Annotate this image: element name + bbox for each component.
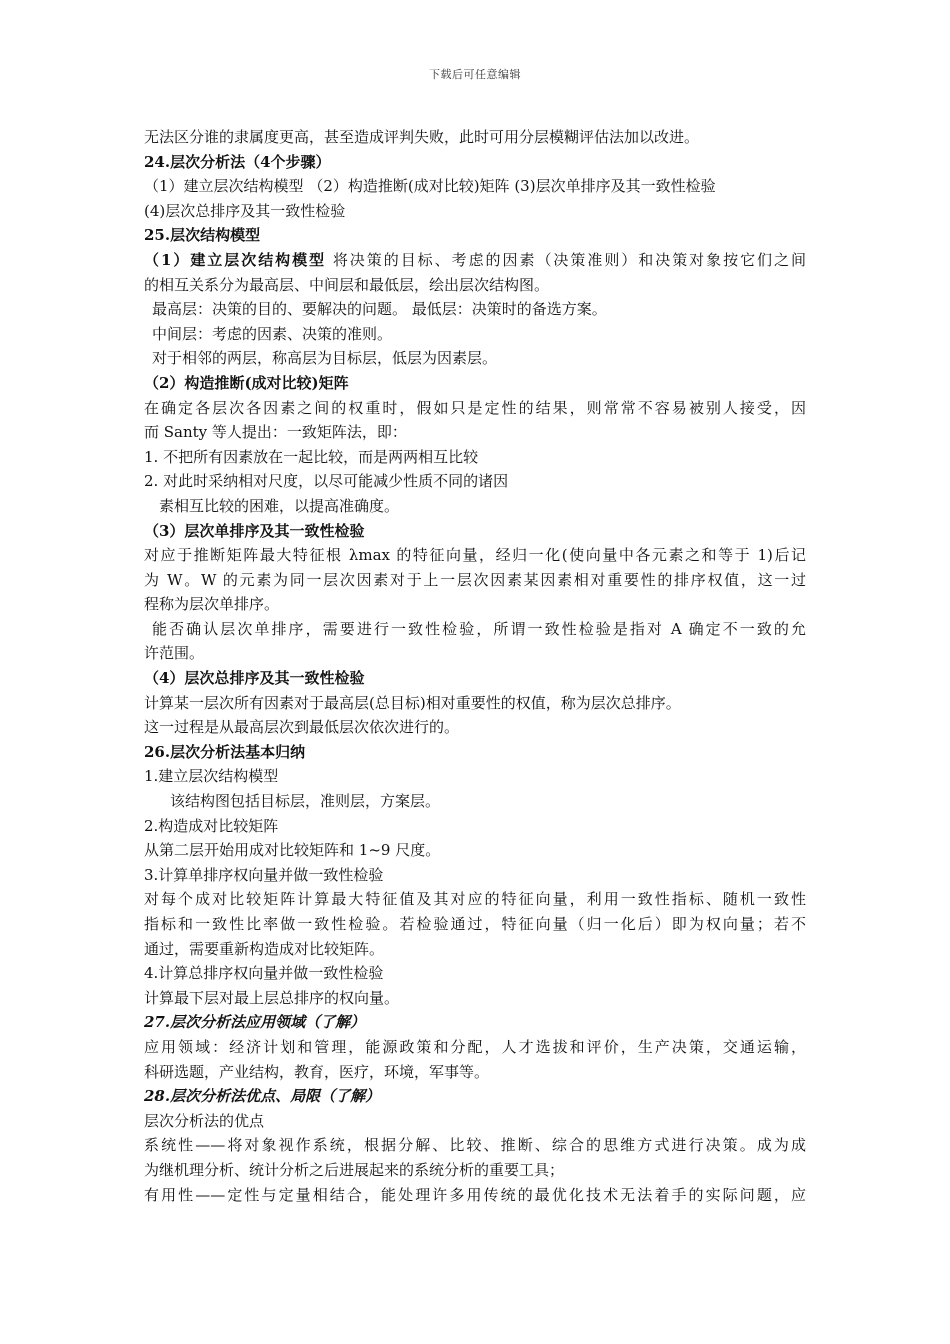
body-text: 这一过程是从最高层次到最低层次依次进行的。 (144, 718, 460, 737)
body-text: 层次分析法的优点 (144, 1111, 265, 1130)
subsection-heading: （4）层次总排序及其一致性检验 (144, 669, 365, 688)
subsection-heading: （3）层次单排序及其一致性检验 (144, 521, 365, 540)
list-item: 4.计算总排序权向量并做一致性检验 (144, 964, 384, 983)
body-text: 通过，需要重新构造成对比较矩阵。 (144, 939, 385, 958)
body-text: （1）建立层次结构模型 （2）构造推断(成对比较)矩阵 (3)层次单排序及其一致性检验 (144, 177, 716, 196)
body-text: 系统性——将对象视作系统，根据分解、比较、推断、综合的思维方式进行决策。成为成 (144, 1136, 806, 1155)
body-text: 为 W。W 的元素为同一层次因素对于上一层次因素某因素相对重要性的排序权值，这一过 (144, 570, 807, 589)
body-text: 无法区分谁的隶属度更高，甚至造成评判失败，此时可用分层模糊评估法加以改进。 (144, 128, 700, 146)
section-heading: 28.层次分析法优点、局限（了解） (144, 1087, 381, 1106)
section-heading: 26.层次分析法基本归纳 (144, 742, 306, 761)
list-item: 2.构造成对比较矩阵 (144, 816, 279, 835)
inline-bold-term: （1）建立层次结构模型 (144, 250, 327, 269)
body-text: 对每个成对比较矩阵计算最大特征值及其对应的特征向量，利用一致性指标、随机一致性 (144, 890, 806, 909)
body-text: 该结构图包括目标层，准则层，方案层。 (170, 792, 441, 811)
section-heading: 24.层次分析法（4个步骤） (144, 152, 331, 171)
body-text: 的相互关系分为最高层、中间层和最低层，绘出层次结构图。 (144, 275, 550, 294)
body-text: 在确定各层次各因素之间的权重时，假如只是定性的结果，则常常不容易被别人接受，因 (144, 398, 806, 417)
body-text: 而 Santy 等人提出：一致矩阵法，即： (144, 423, 407, 442)
body-text: 为继机理分析、统计分析之后进展起来的系统分析的重要工具； (144, 1160, 565, 1179)
list-item: 1. 不把所有因素放在一起比较，而是两两相互比较 (144, 447, 479, 466)
body-text: 程称为层次单排序。 (144, 595, 280, 614)
body-text: 许范围。 (144, 644, 205, 663)
body-text: 对于相邻的两层，称高层为目标层，低层为因素层。 (152, 349, 498, 368)
body-text: 最高层：决策的目的、要解决的问题。 最低层：决策时的备选方案。 (152, 300, 607, 319)
body-text: 指标和一致性比率做一致性检验。若检验通过，特征向量（归一化后）即为权向量；若不 (144, 915, 806, 933)
list-item: 2. 对此时采纳相对尺度，以尽可能减少性质不同的诸因 (144, 472, 509, 491)
body-text: 将决策的目标、考虑的因素（决策准则）和决策对象按它们之间 (326, 250, 806, 269)
body-text: 应用领域：经济计划和管理，能源政策和分配，人才选拔和评价，生产决策，交通运输， (144, 1037, 806, 1056)
body-paragraph-line (144, 248, 806, 273)
document-body (144, 125, 806, 1207)
body-text: 计算最下层对最上层总排序的权向量。 (144, 988, 400, 1007)
section-heading: 25.层次结构模型 (144, 226, 261, 245)
list-item-continuation: 素相互比较的困难，以提高准确度。 (159, 496, 400, 515)
body-text: 能否确认层次单排序，需要进行一致性检验，所谓一致性检验是指对 A 确定不一致的允 (152, 619, 806, 638)
list-item: 1.建立层次结构模型 (144, 767, 279, 786)
body-text: 科研选题，产业结构，教育，医疗，环境，军事等。 (144, 1062, 490, 1081)
body-text: (4)层次总排序及其一致性检验 (144, 201, 346, 220)
body-text: 从第二层开始用成对比较矩阵和 1~9 尺度。 (144, 841, 441, 860)
subsection-heading: （2）构造推断(成对比较)矩阵 (144, 373, 349, 392)
list-item: 3.计算单排序权向量并做一致性检验 (144, 865, 384, 884)
section-heading: 27.层次分析法应用领域（了解） (144, 1013, 366, 1032)
body-text: 对应于推断矩阵最大特征根 λmax 的特征向量，经归一化(使向量中各元素之和等于 1)后记 (144, 546, 806, 565)
body-text: 中间层：考虑的因素、决策的准则。 (152, 324, 393, 343)
page-header: 下载后可任意编辑 (429, 68, 521, 81)
body-text: 有用性——定性与定量相结合，能处理许多用传统的最优化技术无法着手的实际问题，应 (144, 1185, 806, 1204)
body-text: 计算某一层次所有因素对于最高层(总目标)相对重要性的权值，称为层次总排序。 (144, 693, 681, 712)
